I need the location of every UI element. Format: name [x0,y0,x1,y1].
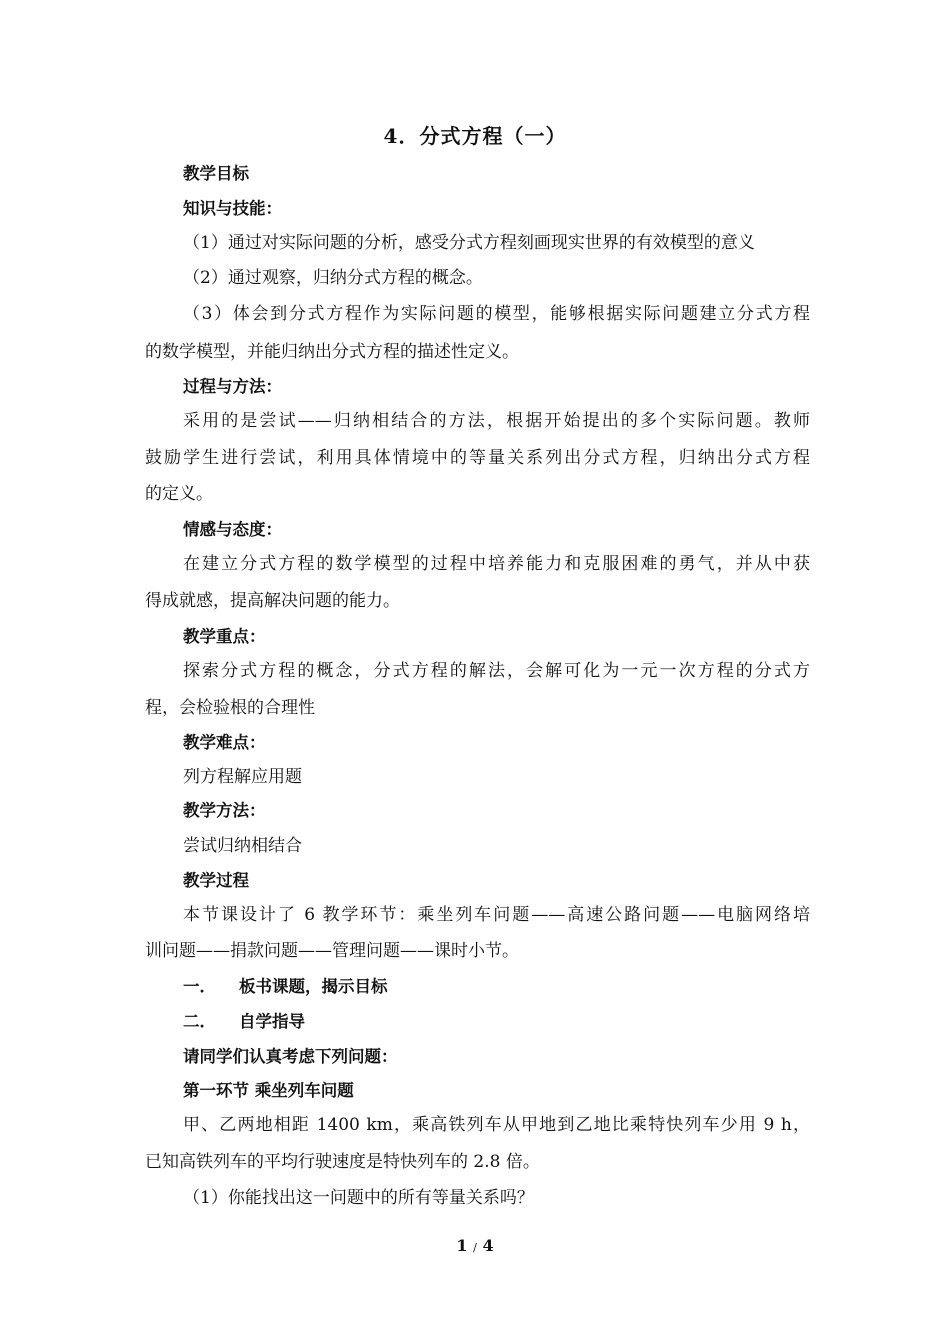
emotion-heading: 情感与态度： [183,520,282,539]
page-title: 4．分式方程（一） [383,124,567,148]
page-number [0,1236,950,1255]
page-separator: / [473,1241,477,1254]
knowledge-item-1: （1）通过对实际问题的分析，感受分式方程刻画现实世界的有效模型的意义 [183,233,755,253]
key-points-heading: 教学重点： [183,627,266,646]
key-points-line-2: 程，会检验根的合理性 [145,698,315,718]
knowledge-item-3-line-1: （3）体会到分式方程作为实际问题的模型，能够根据实际问题建立分式方程 [183,304,810,324]
objectives-heading: 教学目标 [183,164,249,183]
section-1-problem-line-2: 已知高铁列车的平均行驶速度是特快列车的 2.8 倍。 [145,1152,540,1172]
step-1 [183,975,810,999]
knowledge-heading: 知识与技能： [183,199,282,218]
difficulty-text: 列方程解应用题 [183,767,302,787]
questions-heading: 请同学们认真考虑下列问题： [183,1047,398,1066]
procedure-line-1: 本节课设计了 6 教学环节：乘坐列车问题——高速公路问题——电脑网络培 [183,905,810,925]
step-2-number: 二． [183,1012,216,1031]
page-total: 4 [482,1236,494,1255]
procedure-heading: 教学过程 [183,871,249,890]
step-1-number: 一． [183,977,216,996]
step-2 [183,1010,810,1034]
emotion-paragraph-line-2: 得成就感，提高解决问题的能力。 [145,591,400,611]
method-heading: 教学方法： [183,801,266,820]
section-1-question-1: （1）你能找出这一问题中的所有等量关系吗？ [183,1188,534,1208]
emotion-paragraph-line-1: 在建立分式方程的数学模型的过程中培养能力和克服困难的勇气，并从中获 [183,554,810,574]
process-paragraph-line-2: 鼓励学生进行尝试，利用具体情境中的等量关系列出分式方程，归纳出分式方程 [145,448,810,468]
knowledge-item-2: （2）通过观察，归纳分式方程的概念。 [183,268,483,288]
page-current: 1 [456,1236,468,1255]
key-points-line-1: 探索分式方程的概念，分式方程的解法，会解可化为一元一次方程的分式方 [183,661,810,681]
section-1-heading: 第一环节 乘坐列车问题 [183,1081,354,1100]
step-1-text: 板书课题，揭示目标 [239,977,388,996]
process-paragraph-line-3: 的定义。 [145,484,213,504]
section-1-problem-line-1: 甲、乙两地相距 1400 km，乘高铁列车从甲地到乙地比乘特快列车少用 9 h， [183,1115,810,1135]
difficulty-heading: 教学难点： [183,733,266,752]
procedure-line-2: 训问题——捐款问题——管理问题——课时小节。 [145,941,519,961]
step-2-text: 自学指导 [239,1012,305,1031]
method-text: 尝试归纳相结合 [183,836,302,856]
process-heading: 过程与方法： [183,377,282,396]
process-paragraph-line-1: 采用的是尝试——归纳相结合的方法，根据开始提出的多个实际问题。教师 [183,411,810,431]
knowledge-item-3-line-2: 的数学模型，并能归纳出分式方程的描述性定义。 [145,342,519,362]
